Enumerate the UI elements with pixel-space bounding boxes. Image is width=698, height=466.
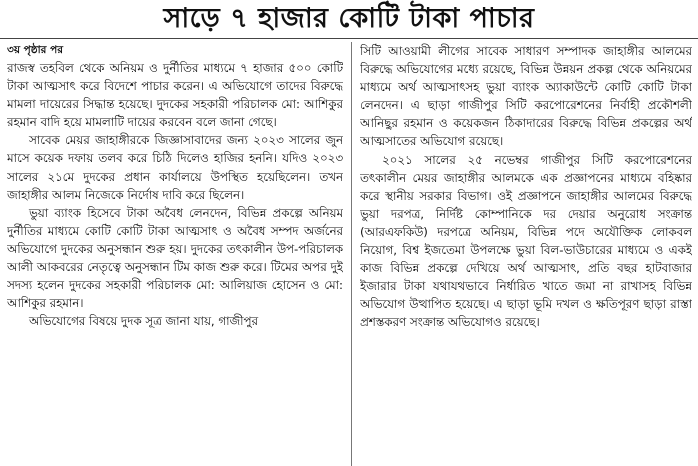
article-paragraph: রাজস্ব তহবিল থেকে অনিয়ম ও দুর্নীতির মাধ্যমে ৭ হাজার ৫০০ কোটি টাকা আত্মসাৎ করে বিদেশে পাচার করেন। এ অভিযোগে তাদের বিরুদ্ধে মামলা দায়েরের সিদ্ধান্ত হয়েছে। দুদকের সহকারী পরিচালক মো: আশিকুর রহমান বাদি হয়ে মামলাটি দায়ের করবেন বলে জানা গেছে। xyxy=(7,61,343,130)
article-paragraph: সিটি আওয়ামী লীগের সাবেক সাধারণ সম্পাদক জাহাঙ্গীর আলমের বিরুদ্ধে অভিযোগের মধ্যে রয়েছে, বিভিন্ন উন্নয়ন প্রকল্প থেকে অনিয়মের মাধ্যমে অর্থ আত্মসাৎসহ ভুয়া ব্যাংক অ্যাকাউন্টে কোটি কোটি টাকা লেনদেন। এ ছাড়া গাজীপুর সিটি করপোরেশনের নির্বাহী প্রকৌশলী আনিছুর রহমান ও কয়েকজন ঠিকাদারের বিরুদ্ধে বিভিন্ন প্রকল্পের অর্থ আত্মসাতের অভিযোগ রয়েছে। xyxy=(360,44,692,149)
column-divider xyxy=(351,42,352,466)
article-paragraph: ২০২১ সালের ২৫ নভেম্বর গাজীপুর সিটি করপোরেশনের তৎকালীন মেয়র জাহাঙ্গীর আলমকে এক প্রজ্ঞাপনের মাধ্যমে বহিষ্কার করে স্থানীয় সরকার বিভাগ। ওই প্রজ্ঞাপনে জাহাঙ্গীর আলমের বিরুদ্ধে ভুয়া দরপত্র, নির্দিষ্ট কোম্পানিকে দর দেয়ার অনুরোধ সংক্রান্ত (আরএফকিউ) দরপত্রে অনিয়ম, বিভিন্ন পদে অযৌক্তিক লোকবল নিয়োগ, বিশ্ব ইজতেমা উপলক্ষে ভুয়া বিল-ভাউচারের মাধ্যমে ও একই কাজ বিভিন্ন প্রকল্পে দেখিয়ে অর্থ আত্মসাৎ, প্রতি বছর হাটবাজার ইজারার টাকা যথাযথভাবে নির্ধারিত খাতে জমা না রাখাসহ বিভিন্ন অভিযোগ উত্থাপিত হয়েছে। এ ছাড়া ভূমি দখল ও ক্ষতিপূরণ ছাড়া রাস্তা প্রশস্তকরণ সংক্রান্ত অভিযোগও রয়েছে। xyxy=(360,152,692,330)
article-paragraph: সাবেক মেয়র জাহাঙ্গীরকে জিজ্ঞাসাবাদের জন্য ২০২৩ সালের জুন মাসে কয়েক দফায় তলব করে চিঠি দিলেও হাজির হননি। যদিও ২০২৩ সালের ২১মে দুদকের প্রধান কার্যালয়ে উপস্থিত হয়েছিলেন। তখন জাহাঙ্গীর আলম নিজেকে নির্দোষ দাবি করে ছিলেন। xyxy=(7,133,343,202)
article-column-right xyxy=(360,42,692,466)
article-paragraph: ভুয়া ব্যাংক হিসেবে টাকা অবৈধ লেনদেন, বিভিন্ন প্রকল্পে অনিয়ম দুর্নীতির মাধ্যমে কোটি কোটি টাকা আত্মসাৎ ও অবৈধ সম্পদ অর্জনের অভিযোগে দুদকের অনুসন্ধান শুরু হয়। দুদকের তৎকালীন উপ-পরিচালক আলী আকবরের নেতৃত্বে অনুসন্ধান টিম কাজ শুরু করে। টিমের অপর দুই সদস্য হলেন দুদকের সহকারী পরিচালক মো: আলিয়াজ হোসেন ও মো: আশিকুর রহমান। xyxy=(7,205,343,311)
headline: সাড়ে ৭ হাজার কোটি টাকা পাচার xyxy=(163,3,535,34)
continued-from-label: ৩য় পৃষ্ঠার পর xyxy=(7,44,64,56)
headline-rule xyxy=(0,38,698,39)
article-paragraph: অভিযোগের বিষয়ে দুদক সূত্র জানা যায়, গাজীপুর xyxy=(29,314,258,329)
article-column-left xyxy=(7,42,343,466)
